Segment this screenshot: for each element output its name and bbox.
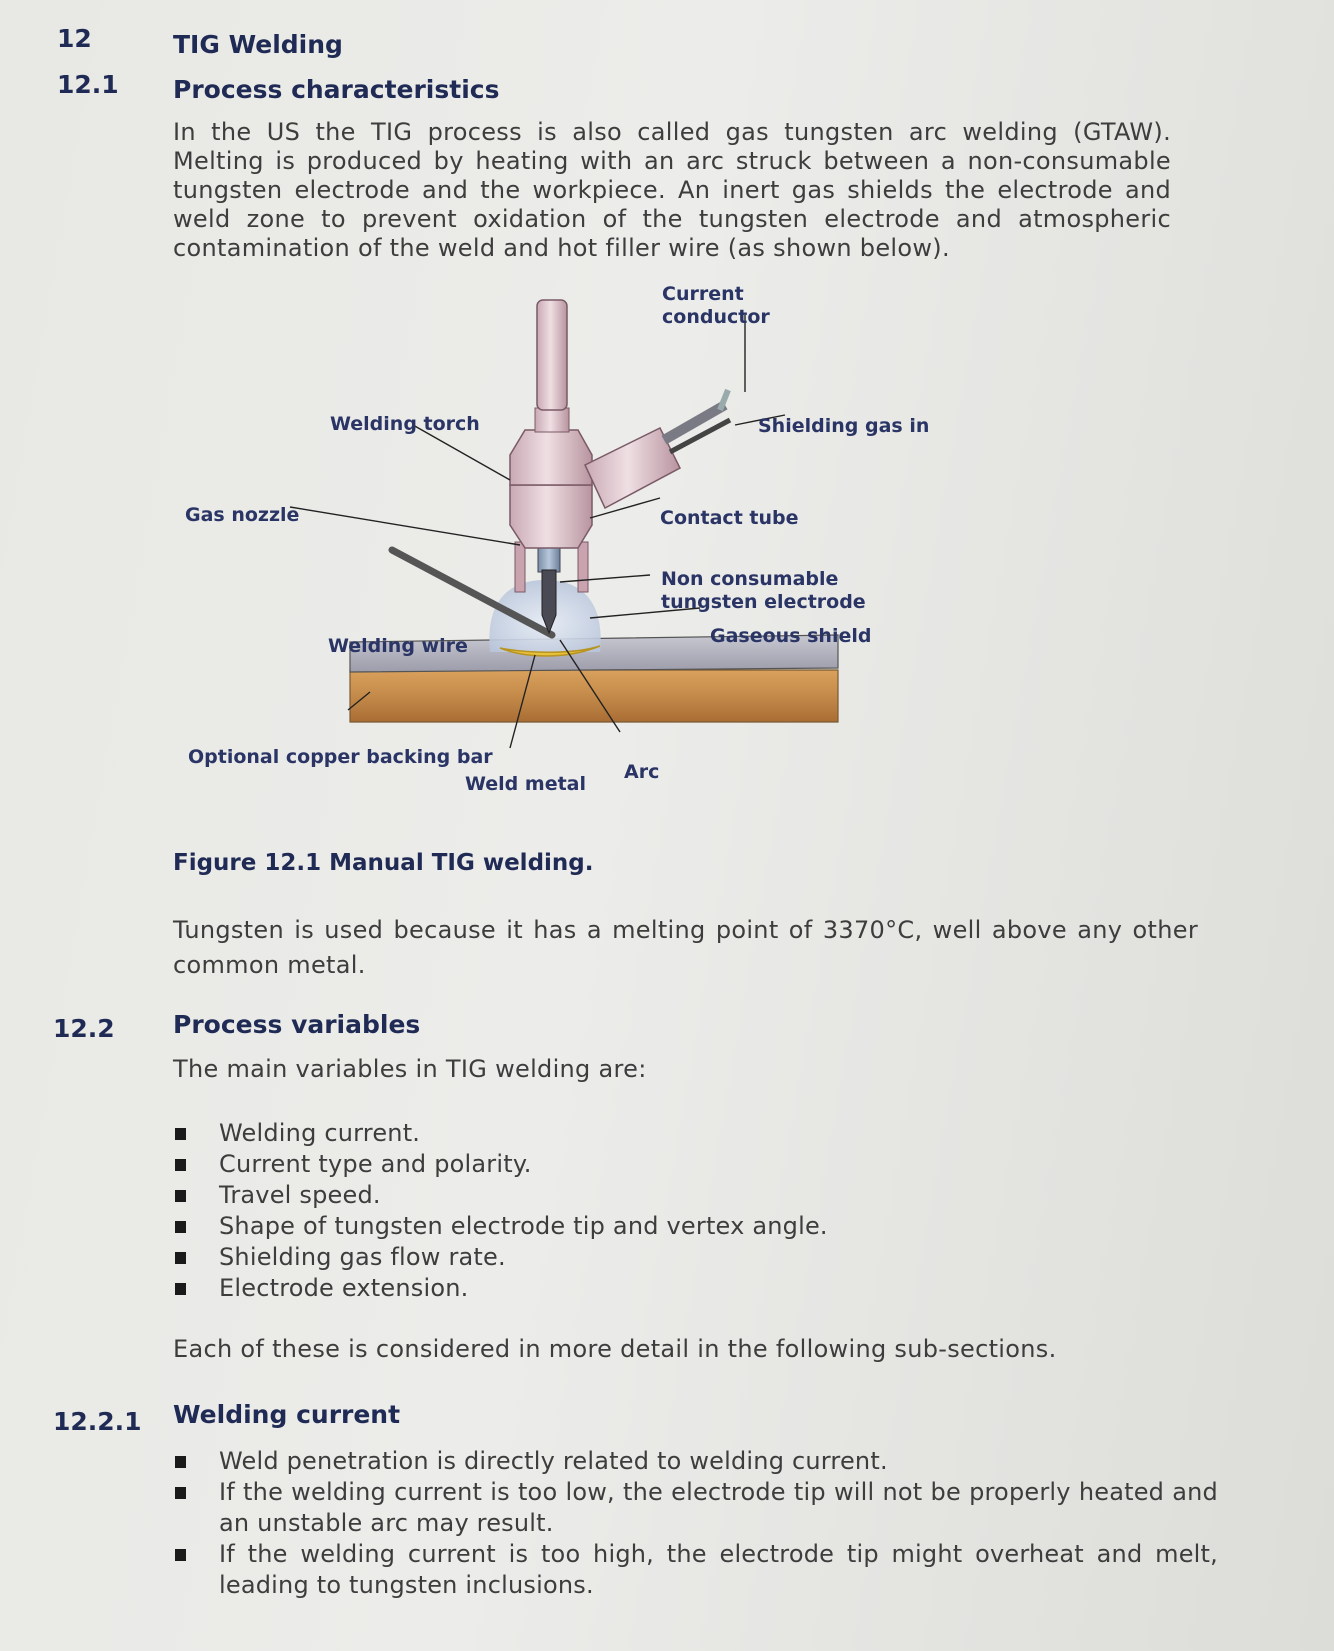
list-item: Shape of tungsten electrode tip and vertex angle. [173, 1211, 1073, 1242]
list-item: If the welding current is too low, the electrode tip will not be properly heated and an unstable arc may result. [173, 1477, 1218, 1539]
bullet-square-icon [175, 1487, 186, 1499]
torch-nozzle [510, 485, 592, 548]
label-current-2: conductor [662, 306, 770, 328]
torch-cap-neck [535, 408, 569, 432]
gas-hose [664, 405, 725, 440]
current-list [173, 1446, 1218, 1601]
list-item: Weld penetration is directly related to welding current. [173, 1446, 1218, 1477]
list-item: Shielding gas flow rate. [173, 1242, 1073, 1273]
nozzle-leg-left [515, 542, 525, 592]
label-gas-nozzle: Gas nozzle [185, 504, 300, 526]
label-current-1: Current [662, 283, 744, 305]
torch-body [510, 430, 592, 485]
variables-outro: Each of these is considered in more detail in the following sub-sections. [173, 1335, 1057, 1363]
bullet-square-icon [175, 1549, 186, 1561]
bullet-square-icon [175, 1283, 186, 1295]
figure-caption: Figure 12.1 Manual TIG welding. [173, 850, 594, 876]
bullet-square-icon [175, 1159, 186, 1171]
variables-list [173, 1118, 1073, 1304]
bullet-square-icon [175, 1252, 186, 1264]
list-item: If the welding current is too high, the electrode tip might overheat and melt, leading to tungsten inclusions. [173, 1539, 1218, 1601]
section-title: TIG Welding [173, 30, 343, 59]
label-contact-tube: Contact tube [660, 507, 799, 529]
subsection-title-3: Welding current [173, 1400, 401, 1429]
tig-welding-diagram [180, 280, 960, 800]
copper-backing-bar [350, 670, 838, 722]
subsection-number-2: 12.2 [53, 1014, 115, 1043]
label-weld-metal: Weld metal [465, 773, 586, 795]
label-arc: Arc [624, 761, 660, 783]
label-non-consumable-1: Non consumable [661, 568, 839, 590]
list-item: Travel speed. [173, 1180, 1073, 1211]
nozzle-leg-right [578, 542, 588, 592]
current-conductor [720, 390, 728, 410]
bullet-square-icon [175, 1190, 186, 1202]
tungsten-paragraph: Tungsten is used because it has a melting point of 3370°C, well above any other common metal. [173, 916, 1198, 979]
label-backing-bar: Optional copper backing bar [188, 746, 493, 768]
variables-intro: The main variables in TIG welding are: [173, 1055, 647, 1083]
subsection-number: 12.1 [57, 70, 119, 99]
bullet-square-icon [175, 1456, 186, 1468]
label-welding-torch: Welding torch [330, 413, 480, 435]
label-welding-wire: Welding wire [328, 635, 468, 657]
label-shielding-gas: Shielding gas in [758, 415, 930, 437]
bullet-square-icon [175, 1221, 186, 1233]
list-item: Welding current. [173, 1118, 1073, 1149]
subsection-title: Process characteristics [173, 75, 500, 104]
process-paragraph: In the US the TIG process is also called gas tungsten arc welding (GTAW). Melting is produced by heating with an arc struck between a non-consumable tungsten electrode and the workpiece. An inert gas shields the electrode and weld zone to prevent oxidation of the tungsten electrode and atmospheric contamination of the weld and hot filler wire (as shown below). [173, 118, 1171, 262]
list-item: Current type and polarity. [173, 1149, 1073, 1180]
torch-cap [537, 300, 567, 410]
section-number: 12 [57, 24, 92, 53]
label-non-consumable-2: tungsten electrode [661, 591, 866, 613]
list-item: Electrode extension. [173, 1273, 1073, 1304]
subsection-number-3: 12.2.1 [53, 1407, 142, 1436]
bullet-square-icon [175, 1128, 186, 1140]
subsection-title-2: Process variables [173, 1010, 421, 1039]
label-gaseous-shield: Gaseous shield [710, 625, 872, 647]
